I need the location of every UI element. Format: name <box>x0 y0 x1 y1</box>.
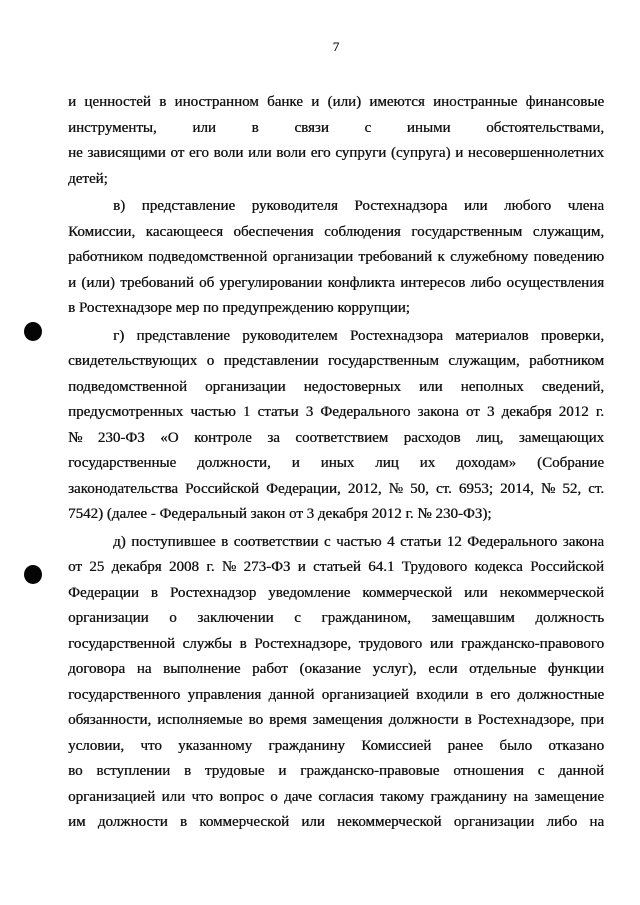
text-line-content: свидетельствующих о представлении государственным служащим, работником <box>68 353 604 369</box>
paragraph-item-d <box>68 530 604 836</box>
text-line <box>68 759 604 785</box>
text-line <box>68 683 604 709</box>
text-line <box>68 167 604 193</box>
text-line-content: № 230-ФЗ «О контроле за соответствием расходов лиц, замещающих <box>68 429 604 446</box>
text-line-content: им должности в коммерческой или некоммерческой организации либо на <box>68 814 604 830</box>
paragraph-item-v <box>68 194 604 322</box>
text-line <box>68 194 604 220</box>
page-number: 7 <box>332 39 340 54</box>
text-line-content: законодательства Российской Федерации, 2012, № 50, ст. 6953; 2014, № 52, ст. <box>68 480 604 497</box>
text-line-content: организацией или что вопрос о даче согласия такому гражданину на замещение <box>68 788 604 805</box>
text-line <box>68 477 604 503</box>
text-line-content: инструменты, или в связи с иными обстоятельствами, <box>68 119 604 136</box>
text-line-content: в) представление руководителя Ростехнадзора или любого члена <box>113 198 604 214</box>
text-line <box>68 502 604 528</box>
text-line-content: 7542) (далее - Федеральный закон от 3 декабря 2012 г. № 230-ФЗ); <box>68 506 492 522</box>
body-text <box>68 90 604 836</box>
text-line-content: работником подведомственной организации требований к служебному поведению <box>68 249 604 265</box>
text-line-content: не зависящими от его воли или воли его супруги (супруга) и несовершеннолетних <box>68 145 604 161</box>
text-line-content: д) поступившее в соответствии с частью 4 статьи 12 Федерального закона <box>113 533 604 550</box>
text-line-content: обязанности, исполняемые во время замещения должности в Ростехнадзоре, при <box>68 712 604 728</box>
text-line-content: детей; <box>68 170 108 187</box>
text-line <box>68 245 604 271</box>
text-line <box>68 220 604 246</box>
text-line-content: предусмотренных частью 1 статьи 3 Федерального закона от 3 декабря 2012 г. <box>68 404 604 420</box>
text-line <box>68 90 604 116</box>
paragraph-item-g <box>68 324 604 528</box>
paragraph-continuation <box>68 90 604 192</box>
text-line <box>68 708 604 734</box>
text-line <box>68 810 604 836</box>
text-line <box>68 530 604 556</box>
text-line <box>68 632 604 658</box>
text-line-content: и (или) требований об урегулировании конфликта интересов либо осуществления <box>68 274 604 291</box>
text-line-content: Комиссии, касающееся обеспечения соблюдения государственным служащим, <box>68 223 604 240</box>
text-line <box>68 349 604 375</box>
text-line <box>68 400 604 426</box>
text-line-content: во вступлении в трудовые и гражданско-правовые отношения с данной <box>68 763 604 779</box>
text-line <box>68 555 604 581</box>
text-line-content: государственные должности, и иных лиц их доходам» (Собрание <box>68 455 604 471</box>
text-line <box>68 785 604 811</box>
text-line <box>68 451 604 477</box>
text-line-content: договора на выполнение работ (оказание услуг), если отдельные функции <box>68 661 604 677</box>
text-line-content: Федерации в Ростехнадзор уведомление коммерческой или некоммерческой <box>68 584 604 601</box>
text-line <box>68 271 604 297</box>
text-line <box>68 296 604 322</box>
text-line <box>68 375 604 401</box>
text-line-content: от 25 декабря 2008 г. № 273-ФЗ и статьей 64.1 Трудового кодекса Российской <box>68 559 604 575</box>
text-line <box>68 657 604 683</box>
text-line <box>68 581 604 607</box>
text-line-content: государственного управления данной организацией входили в его должностные <box>68 686 604 703</box>
text-line <box>68 116 604 142</box>
text-line <box>68 426 604 452</box>
punch-hole-lower <box>24 565 42 584</box>
text-line <box>68 606 604 632</box>
text-line-content: г) представление руководителем Ростехнадзора материалов проверки, <box>113 327 604 344</box>
text-line <box>68 734 604 760</box>
text-line-content: организации о заключении с гражданином, замещавшим должность <box>68 610 604 626</box>
text-line <box>68 324 604 350</box>
text-line <box>68 141 604 167</box>
text-line-content: государственной службы в Ростехнадзоре, трудового или гражданско-правового <box>68 635 604 652</box>
text-line-content: в Ростехнадзоре мер по предупреждению коррупции; <box>68 300 410 316</box>
punch-hole-upper <box>24 322 42 341</box>
text-line-content: условии, что указанному гражданину Комиссией ранее было отказано <box>68 737 604 754</box>
text-line-content: и ценностей в иностранном банке и (или) имеются иностранные финансовые <box>68 94 604 110</box>
text-line-content: подведомственной организации недостоверных или неполных сведений, <box>68 378 604 395</box>
